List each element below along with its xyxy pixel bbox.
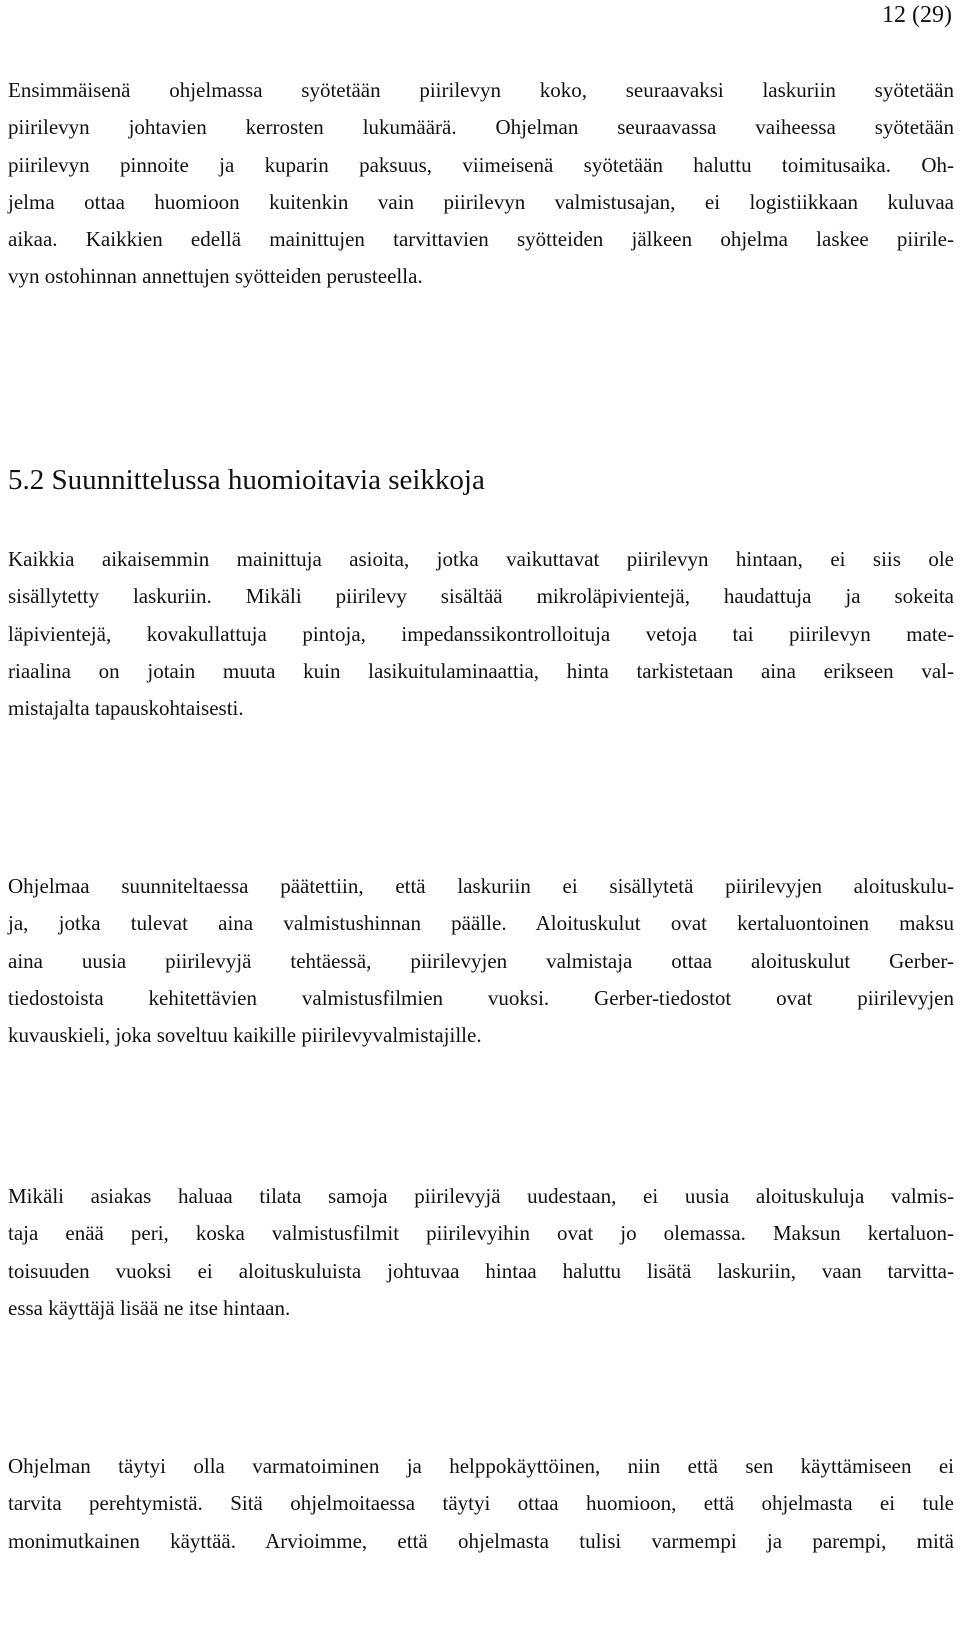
paragraph-line: Ohjelman täytyi olla varmatoiminen ja helppokäyttöinen, niin että sen käyttämiseen ei [8, 1454, 954, 1478]
paragraph-line: tiedostoista kehitettävien valmistusfilmien vuoksi. Gerber-tiedostot ovat piirilevyjen [8, 985, 954, 1010]
paragraph-line: aikaa. Kaikkien edellä mainittujen tarvittavien syötteiden jälkeen ohjelma laskee piirile- [8, 227, 954, 252]
page-number: 12 (29) [882, 2, 952, 28]
paragraph-line: vyn ostohinnan annettujen syötteiden perusteella. [8, 264, 423, 289]
section-heading: 5.2 Suunnittelussa huomioitavia seikkoja [8, 464, 485, 496]
paragraph-3 [8, 868, 954, 1054]
paragraph-line: kuvauskieli, joka soveltuu kaikille piirilevyvalmistajille. [8, 1023, 482, 1048]
paragraph-line: riaalina on jotain muuta kuin lasikuitulaminaattia, hinta tarkistetaan aina erikseen val- [8, 658, 954, 683]
paragraph-4 [8, 1178, 954, 1327]
paragraph-line: essa käyttäjä lisää ne itse hintaan. [8, 1295, 291, 1320]
paragraph-line: mistajalta tapauskohtaisesti. [8, 696, 244, 721]
paragraph-line: Ensimmäisenä ohjelmassa syötetään piirilevyn koko, seuraavaksi laskuriin syötetään [8, 78, 954, 102]
paragraph-2 [8, 541, 954, 727]
paragraph-5 [8, 1448, 954, 1560]
paragraph-line: piirilevyn pinnoite ja kuparin paksuus, viimeisenä syötetään haluttu toimitusaika. Oh- [8, 152, 954, 177]
paragraph-line: jelma ottaa huomioon kuitenkin vain piirilevyn valmistusajan, ei logistiikkaan kuluvaa [8, 189, 954, 214]
paragraph-line: aina uusia piirilevyjä tehtäessä, piirilevyjen valmistaja ottaa aloituskulut Gerber- [8, 948, 954, 973]
paragraph-line: sisällytetty laskuriin. Mikäli piirilevy sisältää mikroläpivientejä, haudattuja ja sokeita [8, 584, 954, 609]
paragraph-line: ja, jotka tulevat aina valmistushinnan päälle. Aloituskulut ovat kertaluontoinen maksu [8, 911, 954, 936]
paragraph-line: läpivientejä, kovakullattuja pintoja, impedanssikontrolloituja vetoja tai piirilevyn mate- [8, 621, 954, 646]
paragraph-1 [8, 72, 954, 296]
paragraph-line: toisuuden vuoksi ei aloituskuluista johtuvaa hintaa haluttu lisätä laskuriin, vaan tarvitta- [8, 1258, 954, 1283]
paragraph-line: piirilevyn johtavien kerrosten lukumäärä. Ohjelman seuraavassa vaiheessa syötetään [8, 115, 954, 140]
paragraph-line: Kaikkia aikaisemmin mainittuja asioita, jotka vaikuttavat piirilevyn hintaan, ei siis ole [8, 547, 954, 571]
paragraph-line: monimutkainen käyttää. Arvioimme, että ohjelmasta tulisi varmempi ja parempi, mitä [8, 1528, 954, 1553]
paragraph-line: taja enää peri, koska valmistusfilmit piirilevyihin ovat jo olemassa. Maksun kertaluon- [8, 1221, 954, 1246]
paragraph-line: Mikäli asiakas haluaa tilata samoja piirilevyjä uudestaan, ei uusia aloituskuluja valmis- [8, 1184, 954, 1208]
paragraph-line: tarvita perehtymistä. Sitä ohjelmoitaessa täytyi ottaa huomioon, että ohjelmasta ei tule [8, 1491, 954, 1516]
paragraph-line: Ohjelmaa suunniteltaessa päätettiin, että laskuriin ei sisällytetä piirilevyjen aloituskulu- [8, 874, 954, 898]
